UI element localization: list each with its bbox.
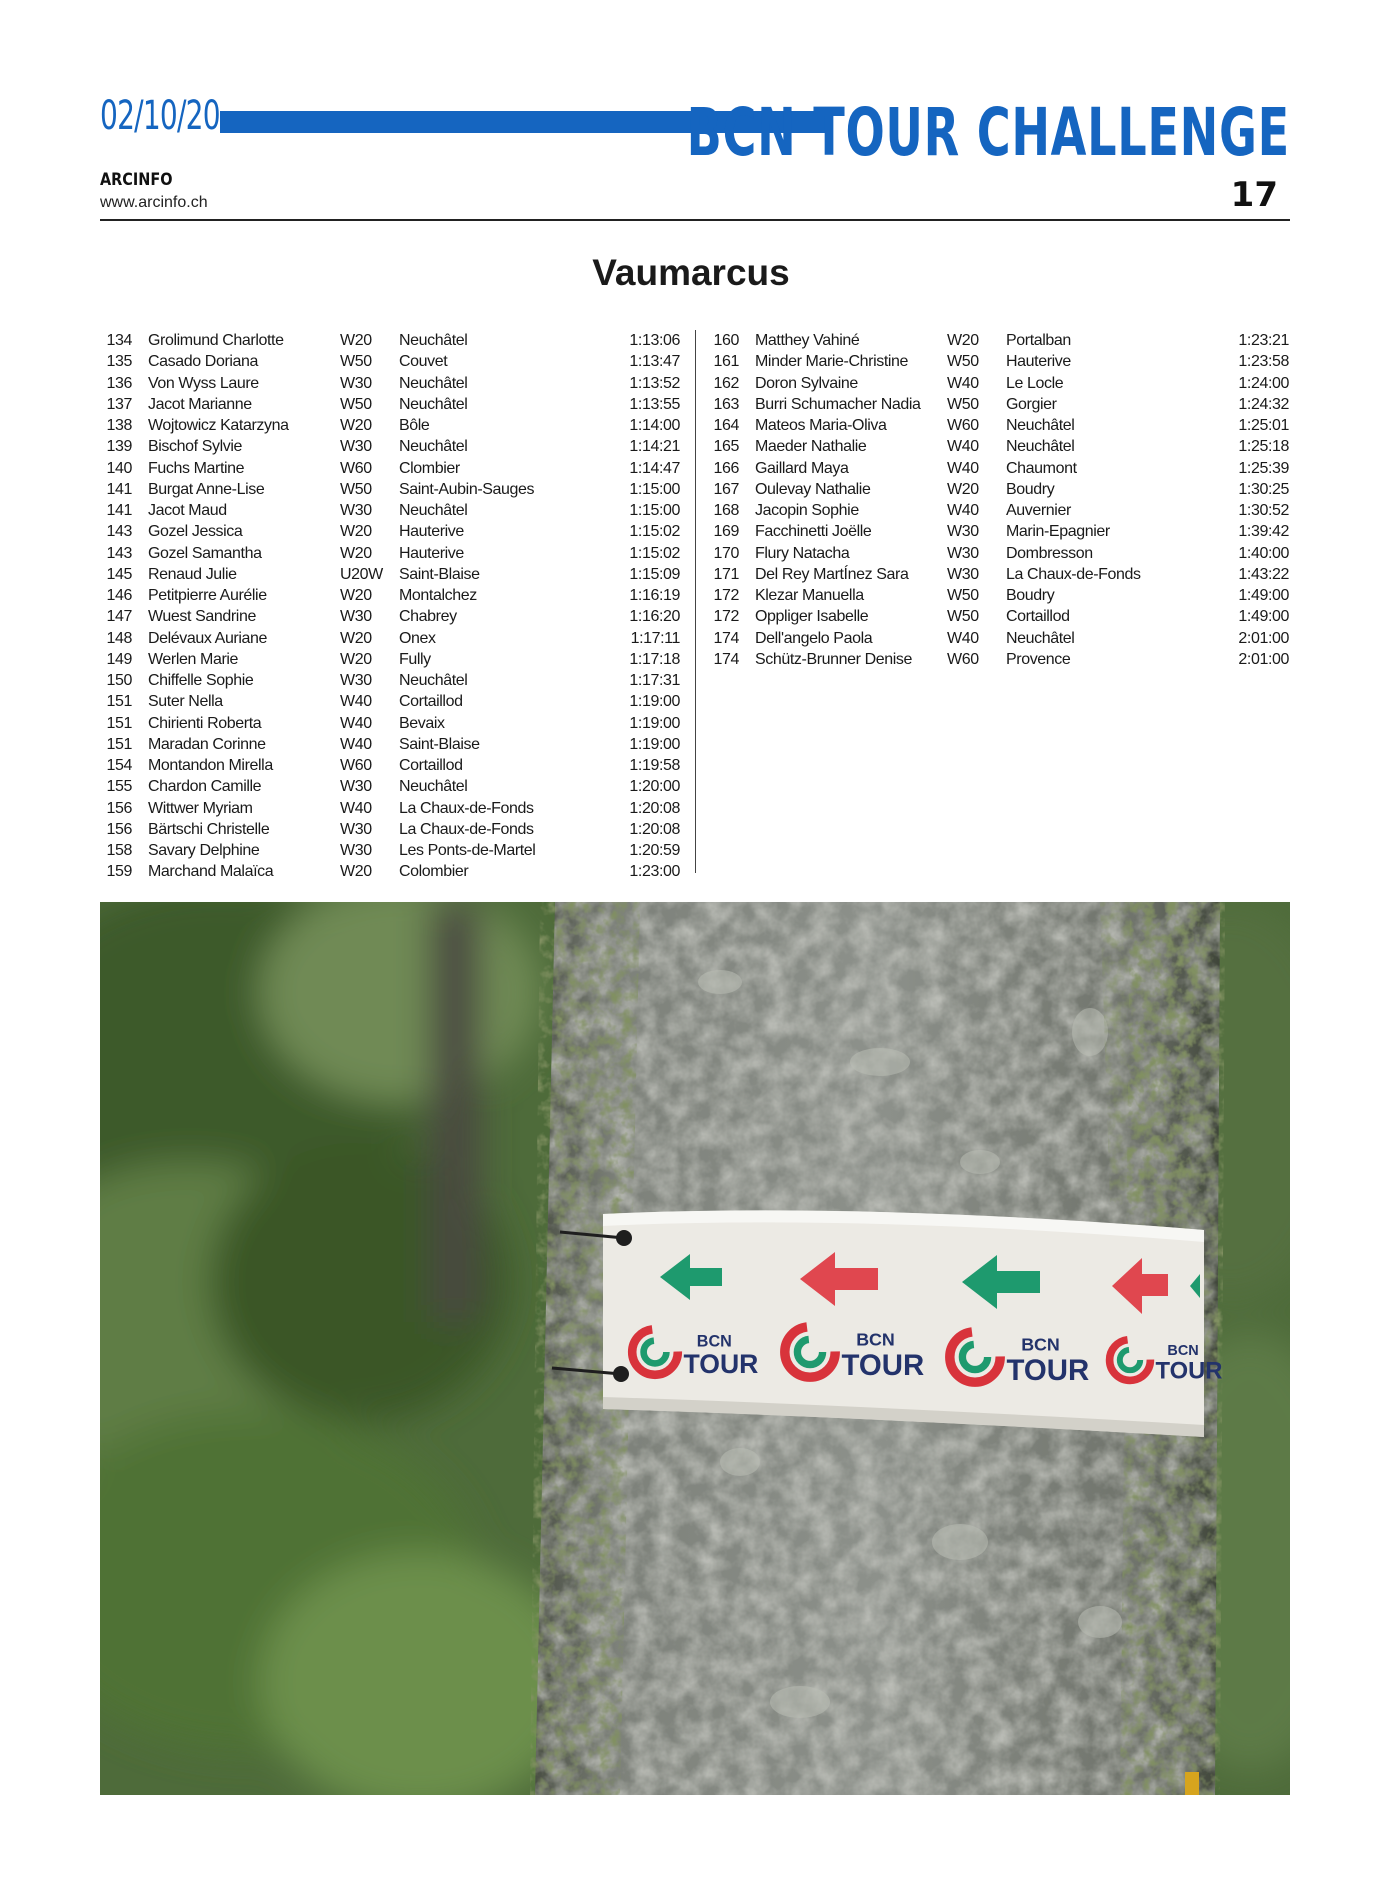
result-rank: 163 bbox=[713, 395, 739, 413]
result-name: Renaud Julie bbox=[148, 565, 237, 583]
result-time: 1:19:00 bbox=[629, 714, 680, 732]
result-name: Von Wyss Laure bbox=[148, 374, 259, 392]
result-city: Boudry bbox=[1006, 587, 1055, 604]
result-time: 1:30:25 bbox=[1238, 480, 1289, 498]
result-row bbox=[707, 394, 1289, 415]
result-time: 1:17:11 bbox=[630, 629, 680, 647]
result-row bbox=[707, 543, 1289, 564]
result-time: 1:20:59 bbox=[629, 842, 680, 859]
result-name: Jacopin Sophie bbox=[755, 502, 859, 519]
result-time: 1:23:58 bbox=[1238, 353, 1289, 371]
result-city: Bôle bbox=[399, 417, 430, 434]
result-category: W20 bbox=[340, 544, 372, 562]
result-name: Schütz-Brunner Denise bbox=[755, 650, 913, 668]
result-row bbox=[707, 628, 1289, 649]
result-category: W50 bbox=[340, 353, 372, 371]
result-time: 1:25:39 bbox=[1238, 459, 1289, 477]
result-category: W30 bbox=[340, 502, 372, 519]
result-name: Oppliger Isabelle bbox=[755, 608, 869, 626]
result-rank: 141 bbox=[106, 480, 132, 498]
result-time: 1:30:52 bbox=[1238, 502, 1289, 519]
result-name: Matthey Vahiné bbox=[755, 332, 860, 349]
result-name: Marchand Malaïca bbox=[148, 863, 274, 881]
result-name: Delévaux Auriane bbox=[148, 629, 268, 647]
result-row bbox=[707, 479, 1289, 500]
logo-line-2: TOUR bbox=[683, 1348, 759, 1379]
result-category: W30 bbox=[340, 778, 372, 796]
result-category: W40 bbox=[947, 374, 979, 392]
result-name: Klezar Manuella bbox=[755, 587, 864, 604]
result-name: Doron Sylvaine bbox=[755, 374, 858, 392]
result-rank: 137 bbox=[106, 395, 132, 413]
result-name: Jacot Maud bbox=[148, 502, 227, 519]
result-category: W30 bbox=[340, 820, 372, 838]
result-city: Neuchâtel bbox=[399, 778, 468, 796]
result-name: Chirienti Roberta bbox=[148, 714, 262, 732]
result-city: Dombresson bbox=[1006, 544, 1093, 562]
result-rank: 159 bbox=[106, 863, 132, 881]
result-city: Neuchâtel bbox=[1006, 438, 1075, 456]
result-row bbox=[100, 543, 680, 564]
result-row bbox=[100, 734, 680, 755]
result-city: Bevaix bbox=[399, 714, 445, 732]
result-category: W30 bbox=[340, 672, 372, 689]
result-city: Neuchâtel bbox=[399, 438, 468, 456]
result-category: W50 bbox=[947, 587, 979, 604]
result-city: Neuchâtel bbox=[399, 374, 468, 392]
result-category: W20 bbox=[947, 480, 979, 498]
result-time: 1:20:08 bbox=[629, 799, 680, 817]
result-row bbox=[100, 628, 680, 649]
result-name: Chardon Camille bbox=[148, 778, 262, 796]
result-rank: 151 bbox=[106, 714, 132, 732]
result-category: W60 bbox=[947, 650, 979, 668]
result-name: Fuchs Martine bbox=[148, 459, 245, 477]
result-rank: 172 bbox=[713, 587, 739, 604]
result-rank: 167 bbox=[713, 480, 739, 498]
result-time: 1:19:00 bbox=[629, 735, 680, 753]
result-city: Onex bbox=[399, 629, 436, 647]
result-name: Facchinetti Joëlle bbox=[755, 523, 872, 541]
publication-url[interactable]: www.arcinfo.ch bbox=[100, 194, 208, 211]
result-rank: 156 bbox=[106, 820, 132, 838]
result-time: 1:13:52 bbox=[629, 374, 680, 392]
result-row bbox=[100, 691, 680, 712]
result-rank: 151 bbox=[106, 693, 132, 711]
result-rank: 150 bbox=[106, 672, 132, 689]
result-row bbox=[707, 373, 1289, 394]
result-row bbox=[707, 458, 1289, 479]
result-rank: 141 bbox=[106, 502, 132, 519]
result-time: 1:40:00 bbox=[1238, 544, 1289, 562]
result-rank: 171 bbox=[713, 565, 739, 583]
result-time: 1:15:02 bbox=[629, 523, 680, 541]
result-rank: 158 bbox=[106, 842, 132, 859]
result-rank: 149 bbox=[106, 650, 132, 668]
result-category: W30 bbox=[340, 438, 372, 456]
result-row bbox=[100, 861, 680, 882]
result-name: Bischof Sylvie bbox=[148, 438, 242, 456]
result-row bbox=[100, 670, 680, 691]
result-name: Wuest Sandrine bbox=[148, 608, 256, 626]
result-city: Montalchez bbox=[399, 587, 477, 604]
result-row bbox=[100, 564, 680, 585]
result-rank: 143 bbox=[106, 544, 132, 562]
result-category: W20 bbox=[340, 523, 372, 541]
result-name: Chiffelle Sophie bbox=[148, 672, 254, 689]
result-city: Cortaillod bbox=[399, 757, 463, 774]
result-category: W20 bbox=[340, 587, 372, 604]
logo-line-1: BCN bbox=[856, 1329, 895, 1350]
result-time: 1:49:00 bbox=[1238, 587, 1289, 604]
result-city: Boudry bbox=[1006, 480, 1055, 498]
result-name: Wittwer Myriam bbox=[148, 799, 253, 817]
result-name: Gaillard Maya bbox=[755, 459, 849, 477]
result-time: 2:01:00 bbox=[1238, 629, 1289, 647]
result-rank: 169 bbox=[713, 523, 739, 541]
result-category: W20 bbox=[340, 650, 372, 668]
result-rank: 147 bbox=[106, 608, 132, 626]
result-city: La Chaux-de-Fonds bbox=[1006, 565, 1141, 583]
result-rank: 174 bbox=[713, 650, 739, 668]
result-time: 2:01:00 bbox=[1238, 650, 1289, 668]
course-marker-banner bbox=[552, 1210, 1223, 1437]
result-category: W20 bbox=[340, 863, 372, 881]
result-row bbox=[100, 394, 680, 415]
result-name: Bärtschi Christelle bbox=[148, 820, 270, 838]
result-category: W20 bbox=[947, 332, 979, 349]
result-row bbox=[100, 776, 680, 797]
result-rank: 139 bbox=[106, 438, 132, 456]
result-rank: 143 bbox=[106, 523, 132, 541]
result-rank: 146 bbox=[106, 587, 132, 604]
result-category: W40 bbox=[947, 502, 979, 519]
result-city: Provence bbox=[1006, 650, 1071, 668]
result-city: Saint-Aubin-Sauges bbox=[399, 480, 535, 498]
result-row bbox=[707, 330, 1289, 351]
result-category: W40 bbox=[340, 799, 372, 817]
result-city: Couvet bbox=[399, 353, 448, 371]
page-section-title: BCN TOUR CHALLENGE bbox=[686, 94, 1290, 171]
logo-line-1: BCN bbox=[1021, 1334, 1060, 1355]
result-row bbox=[707, 585, 1289, 606]
result-city: Cortaillod bbox=[1006, 608, 1070, 626]
result-category: W40 bbox=[340, 693, 372, 711]
result-rank: 136 bbox=[106, 374, 132, 392]
result-category: W60 bbox=[947, 417, 979, 434]
result-rank: 162 bbox=[713, 374, 739, 392]
result-time: 1:15:00 bbox=[629, 502, 680, 519]
result-time: 1:43:22 bbox=[1238, 565, 1289, 583]
result-time: 1:49:00 bbox=[1238, 608, 1289, 626]
result-rank: 172 bbox=[713, 608, 739, 626]
result-city: La Chaux-de-Fonds bbox=[399, 799, 534, 817]
result-city: Clombier bbox=[399, 459, 460, 477]
result-row bbox=[100, 479, 680, 500]
result-city: Marin-Epagnier bbox=[1006, 523, 1110, 541]
result-time: 1:19:58 bbox=[629, 757, 680, 774]
result-city: Hauterive bbox=[399, 544, 464, 562]
result-time: 1:15:09 bbox=[629, 565, 680, 583]
result-rank: 138 bbox=[106, 417, 132, 434]
result-city: La Chaux-de-Fonds bbox=[399, 820, 534, 838]
header-divider bbox=[100, 219, 1290, 221]
result-rank: 170 bbox=[713, 544, 739, 562]
result-name: Gozel Jessica bbox=[148, 523, 243, 541]
result-rank: 155 bbox=[106, 778, 132, 796]
result-rank: 145 bbox=[106, 565, 132, 583]
result-name: Dell'angelo Paola bbox=[755, 629, 873, 647]
result-time: 1:20:00 bbox=[629, 778, 680, 796]
result-name: Grolimund Charlotte bbox=[148, 332, 284, 349]
result-row bbox=[100, 798, 680, 819]
result-category: W30 bbox=[340, 842, 372, 859]
result-city: Le Locle bbox=[1006, 374, 1064, 392]
result-time: 1:14:47 bbox=[629, 459, 680, 477]
result-city: Cortaillod bbox=[399, 693, 463, 711]
result-name: Del Rey MartÍnez Sara bbox=[755, 565, 909, 583]
result-city: Neuchâtel bbox=[399, 332, 468, 349]
result-time: 1:16:19 bbox=[629, 587, 680, 604]
result-city: Hauterive bbox=[1006, 353, 1071, 371]
result-category: W50 bbox=[947, 353, 979, 371]
result-category: W20 bbox=[340, 629, 372, 647]
result-name: Burri Schumacher Nadia bbox=[755, 395, 921, 413]
result-name: Minder Marie-Christine bbox=[755, 353, 909, 371]
result-time: 1:13:47 bbox=[629, 353, 680, 371]
result-rank: 134 bbox=[106, 332, 132, 349]
result-name: Suter Nella bbox=[148, 693, 223, 711]
result-category: W20 bbox=[340, 332, 372, 349]
result-city: Neuchâtel bbox=[1006, 629, 1075, 647]
logo-line-2: TOUR bbox=[841, 1349, 925, 1383]
result-rank: 164 bbox=[713, 417, 739, 434]
result-time: 1:15:02 bbox=[629, 544, 680, 562]
result-rank: 168 bbox=[713, 502, 739, 519]
result-category: U20W bbox=[340, 565, 383, 583]
result-row bbox=[707, 436, 1289, 457]
result-row bbox=[707, 521, 1289, 542]
logo-line-2: TOUR bbox=[1006, 1354, 1090, 1388]
issue-date: 02/10/20 bbox=[100, 93, 220, 139]
result-city: Hauterive bbox=[399, 523, 464, 541]
result-time: 1:25:18 bbox=[1238, 438, 1289, 456]
result-city: Neuchâtel bbox=[399, 502, 468, 519]
result-category: W30 bbox=[947, 544, 979, 562]
result-category: W60 bbox=[340, 757, 372, 774]
result-row bbox=[100, 351, 680, 372]
result-category: W40 bbox=[340, 714, 372, 732]
result-category: W20 bbox=[340, 417, 372, 434]
result-row bbox=[100, 373, 680, 394]
result-category: W40 bbox=[947, 438, 979, 456]
results-table-left bbox=[100, 330, 680, 883]
result-city: Neuchâtel bbox=[399, 672, 468, 689]
result-row bbox=[100, 606, 680, 627]
result-category: W30 bbox=[947, 523, 979, 541]
result-category: W60 bbox=[340, 459, 372, 477]
publication-brand: ARCINFO bbox=[100, 170, 173, 190]
result-row bbox=[707, 415, 1289, 436]
result-name: Petitpierre Aurélie bbox=[148, 587, 267, 604]
result-rank: 140 bbox=[106, 459, 132, 477]
logo-line-1: BCN bbox=[696, 1332, 732, 1351]
result-name: Maradan Corinne bbox=[148, 735, 266, 753]
result-city: Colombier bbox=[399, 863, 469, 881]
result-row bbox=[100, 415, 680, 436]
result-row bbox=[707, 351, 1289, 372]
result-time: 1:14:00 bbox=[629, 417, 680, 434]
result-time: 1:24:00 bbox=[1238, 374, 1289, 392]
result-name: Maeder Nathalie bbox=[755, 438, 867, 456]
result-city: Fully bbox=[399, 650, 431, 668]
result-name: Werlen Marie bbox=[148, 650, 239, 668]
result-row bbox=[707, 606, 1289, 627]
result-name: Savary Delphine bbox=[148, 842, 260, 859]
result-name: Montandon Mirella bbox=[148, 757, 273, 774]
result-category: W30 bbox=[947, 565, 979, 583]
result-city: Les Ponts-de-Martel bbox=[399, 842, 536, 859]
result-city: Chabrey bbox=[399, 608, 457, 626]
race-location-title: Vaumarcus bbox=[592, 252, 790, 293]
result-category: W30 bbox=[340, 608, 372, 626]
result-city: Portalban bbox=[1006, 332, 1071, 349]
result-category: W50 bbox=[340, 480, 372, 498]
result-rank: 148 bbox=[106, 629, 132, 647]
result-city: Auvernier bbox=[1006, 502, 1071, 519]
result-category: W50 bbox=[947, 608, 979, 626]
result-row bbox=[100, 585, 680, 606]
result-row bbox=[100, 436, 680, 457]
result-time: 1:13:55 bbox=[629, 395, 680, 413]
result-category: W40 bbox=[947, 459, 979, 477]
result-row bbox=[100, 500, 680, 521]
result-time: 1:23:00 bbox=[629, 863, 680, 881]
column-divider bbox=[695, 330, 696, 873]
result-name: Flury Natacha bbox=[755, 544, 850, 562]
result-rank: 166 bbox=[713, 459, 739, 477]
result-name: Oulevay Nathalie bbox=[755, 480, 871, 498]
result-time: 1:25:01 bbox=[1238, 417, 1289, 434]
result-time: 1:39:42 bbox=[1238, 523, 1289, 541]
result-time: 1:23:21 bbox=[1238, 332, 1289, 349]
result-time: 1:19:00 bbox=[629, 693, 680, 711]
result-city: Saint-Blaise bbox=[399, 565, 480, 583]
result-category: W40 bbox=[947, 629, 979, 647]
result-name: Burgat Anne-Lise bbox=[148, 480, 265, 498]
result-row bbox=[100, 713, 680, 734]
result-rank: 165 bbox=[713, 438, 739, 456]
result-city: Neuchâtel bbox=[1006, 417, 1075, 434]
result-row bbox=[707, 500, 1289, 521]
result-rank: 174 bbox=[713, 629, 739, 647]
result-name: Casado Doriana bbox=[148, 353, 259, 371]
result-city: Chaumont bbox=[1006, 459, 1077, 477]
result-row bbox=[707, 649, 1289, 670]
result-category: W40 bbox=[340, 735, 372, 753]
result-city: Neuchâtel bbox=[399, 395, 468, 413]
logo-line-1: BCN bbox=[1167, 1342, 1199, 1359]
race-marker-photo bbox=[100, 902, 1290, 1795]
results-table-right bbox=[707, 330, 1289, 670]
result-name: Jacot Marianne bbox=[148, 395, 252, 413]
result-rank: 161 bbox=[713, 353, 739, 371]
result-time: 1:24:32 bbox=[1238, 395, 1289, 413]
result-rank: 151 bbox=[106, 735, 132, 753]
result-time: 1:17:18 bbox=[629, 650, 680, 668]
result-city: Gorgier bbox=[1006, 395, 1057, 413]
result-row bbox=[100, 840, 680, 861]
result-name: Wojtowicz Katarzyna bbox=[148, 417, 289, 434]
result-row bbox=[100, 755, 680, 776]
result-rank: 135 bbox=[106, 353, 132, 371]
result-row bbox=[100, 458, 680, 479]
result-row bbox=[100, 649, 680, 670]
result-rank: 154 bbox=[106, 757, 132, 774]
result-row bbox=[100, 330, 680, 351]
result-city: Saint-Blaise bbox=[399, 735, 480, 753]
result-name: Gozel Samantha bbox=[148, 544, 262, 562]
logo-line-2: TOUR bbox=[1155, 1357, 1223, 1385]
result-rank: 160 bbox=[713, 332, 739, 349]
result-time: 1:13:06 bbox=[629, 332, 680, 349]
result-category: W50 bbox=[947, 395, 979, 413]
result-time: 1:16:20 bbox=[629, 608, 680, 626]
result-time: 1:17:31 bbox=[629, 672, 680, 689]
result-name: Mateos Maria-Oliva bbox=[755, 417, 887, 434]
page-number: 17 bbox=[1230, 175, 1278, 215]
result-time: 1:20:08 bbox=[629, 820, 680, 838]
result-row bbox=[100, 819, 680, 840]
result-time: 1:14:21 bbox=[629, 438, 680, 456]
result-rank: 156 bbox=[106, 799, 132, 817]
result-time: 1:15:00 bbox=[629, 480, 680, 498]
result-row bbox=[707, 564, 1289, 585]
result-category: W30 bbox=[340, 374, 372, 392]
result-row bbox=[100, 521, 680, 542]
result-category: W50 bbox=[340, 395, 372, 413]
